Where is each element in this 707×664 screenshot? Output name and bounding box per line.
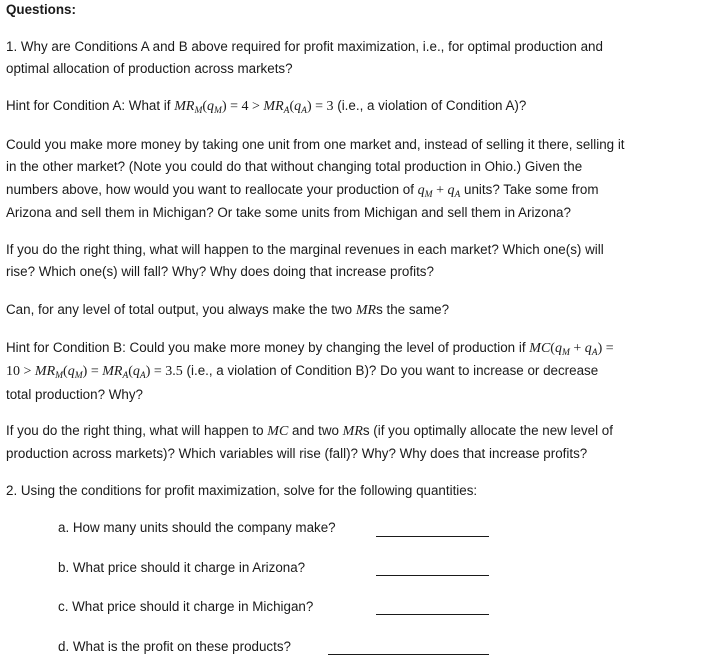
answer-blank-b[interactable]	[376, 575, 489, 576]
paragraph-reallocate	[6, 134, 696, 225]
question-2d-label: d. What is the profit on these products?	[58, 639, 291, 654]
hint-b-line3: total production? Why?	[6, 386, 143, 402]
reallocate-line2: in the other market? (Note you could do that without changing total production in Ohio.) Given the	[6, 159, 583, 175]
question-1	[6, 36, 696, 81]
hint-a-lead: Hint for Condition A: What if	[6, 98, 171, 113]
question-2c-label: c. What price should it charge in Michigan?	[58, 599, 314, 614]
page-heading: Questions:	[6, 2, 76, 17]
reallocate-line3: numbers above, how would you want to reallocate your production of $q_M + q_A$ units? Take some from	[6, 181, 599, 200]
paragraph-mc	[6, 420, 696, 466]
marginal-revenues-line2: rise? Which one(s) will fall? Why? Why does doing that increase profits?	[6, 264, 434, 280]
hint-condition-b	[6, 337, 696, 406]
question-2a-label: a. How many units should the company make?	[58, 520, 336, 535]
reallocate-line4: Arizona and sell them in Michigan? Or take some units from Michigan and sell them in Arizona?	[6, 205, 571, 221]
marginal-revenues-line1: If you do the right thing, what will happen to the marginal revenues in each market? Which one(s) will	[6, 242, 604, 257]
hint-condition-a	[6, 95, 696, 118]
question-2: 2. Using the conditions for profit maximization, solve for the following quantities:	[6, 483, 478, 498]
hint-b-line2: $10 > MR_M(q_M) = MR_A(q_A) = 3.5$ (i.e., a violation of Condition B)? Do you want to increase or decrease	[6, 363, 599, 382]
question-1-line2: optimal allocation of production across markets?	[6, 61, 293, 77]
mc-line1: If you do the right thing, what will happen to MC and two MRs (if you optimally allocate the new level of	[6, 423, 613, 439]
question-1-line1: 1. Why are Conditions A and B above required for profit maximization, i.e., for optimal production and	[6, 39, 603, 54]
answer-blank-d[interactable]	[328, 654, 489, 655]
mc-line2: production across markets)? Which variables will rise (fall)? Why? Why does that increase profits?	[6, 446, 588, 462]
paragraph-marginal-revenues	[6, 239, 696, 284]
question-2b-label: b. What price should it charge in Arizona?	[58, 560, 306, 575]
hint-a-math: $MR_M(q_M) = 4 > MR_A(q_A) = 3$	[174, 99, 334, 116]
reallocate-line1: Could you make more money by taking one unit from one market and, instead of selling it there, selling it	[6, 137, 625, 152]
answer-blank-a[interactable]	[376, 536, 489, 537]
hint-a-tail: (i.e., a violation of Condition A)?	[337, 98, 527, 113]
hint-b-line1: Hint for Condition B: Could you make more money by changing the level of production if $MC(q_M + q_A)$ =	[6, 340, 614, 358]
answer-blank-c[interactable]	[376, 614, 489, 615]
paragraph-same-mr: Can, for any level of total output, you always make the two MRs the same?	[6, 302, 450, 318]
